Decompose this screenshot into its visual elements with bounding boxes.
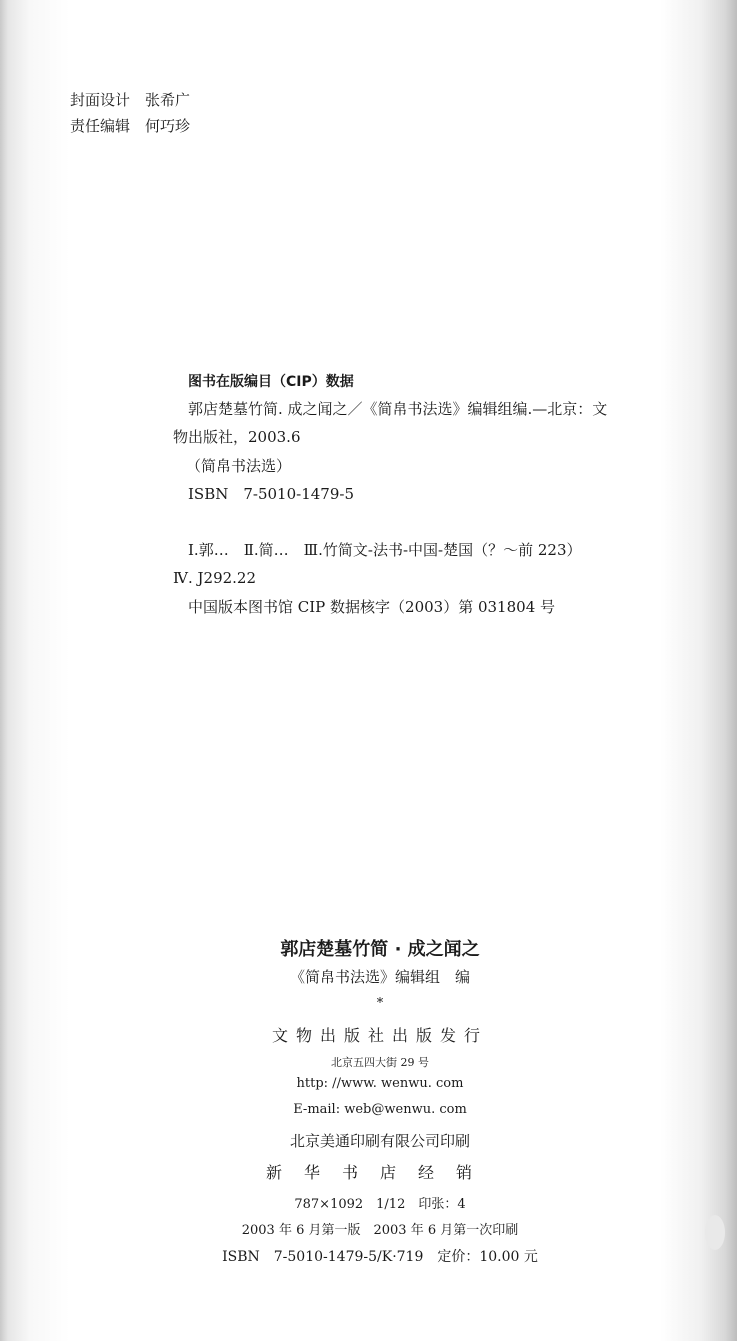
colophon-isbn-price: ISBN 7-5010-1479-5/K·719 定价：10.00 元 [222,1249,538,1265]
cip-classification-2: Ⅳ. J292.22 [173,569,257,587]
cip-isbn: ISBN 7-5010-1479-5 [188,485,354,503]
colophon-publisher: 文物出版社出版发行 [271,1026,488,1045]
cip-record-number: 中国版本图书馆 CIP 数据核字（2003）第 031804 号 [188,598,556,616]
cip-series: （简帛书法选） [186,457,292,475]
cip-classification-1: Ⅰ.郭… Ⅱ.简… Ⅲ.竹简文-法书-中国-楚国（？～前 223） [188,541,582,559]
editor-credit: 责任编辑 何巧珍 [70,117,191,135]
colophon-address: 北京五四大街 29 号 [331,1056,429,1069]
cover-design-credit: 封面设计 张希广 [70,91,191,109]
colophon-format: 787×1092 1/12 印张：4 [294,1197,466,1212]
colophon-distributor: 新华书店经销 [265,1163,494,1182]
colophon-website: http: //www. wenwu. com [296,1076,464,1091]
cip-line-2: 物出版社，2003.6 [173,428,301,446]
colophon-printer: 北京美通印刷有限公司印刷 [289,1132,470,1150]
colophon-title: 郭店楚墓竹简 · 成之闻之 [280,939,480,960]
cip-heading: 图书在版编目（CIP）数据 [188,374,354,390]
colophon-edition: 2003 年 6 月第一版 2003 年 6 月第一次印刷 [241,1223,519,1238]
cip-line-1: 郭店楚墓竹简. 成之闻之／《简帛书法选》编辑组编.—北京：文 [188,400,608,418]
colophon-email: E-mail: web@wenwu. com [293,1102,467,1117]
colophon-star: * [376,996,384,1011]
colophon-editor: 《简帛书法选》编辑组 编 [289,968,470,986]
